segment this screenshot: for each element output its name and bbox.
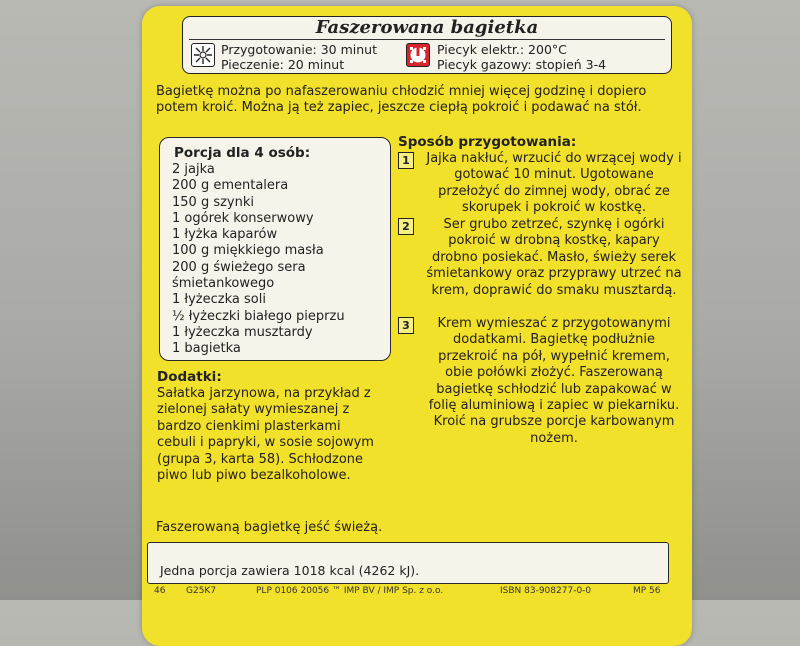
ingredient-item: 2 jajka: [172, 162, 215, 177]
step-text: Jajka nakłuć, wrzucić do wrzącej wody i gotować 10 minut. Ugotowane przełożyć do zimnej wody, obrać ze skorupek i pokroić w kostkę.: [426, 151, 682, 216]
step-number: 3: [398, 317, 414, 334]
step-number: 1: [398, 152, 414, 169]
ingredient-item: 1 łyżka kaparów: [172, 227, 278, 243]
header-divider: [189, 39, 665, 40]
ingredient-item: 1 łyżeczka musztardy: [172, 324, 313, 340]
serving-note: Faszerowaną bagietkę jeść świeżą.: [156, 520, 383, 535]
page-number: 46: [154, 586, 166, 596]
ingredient-item: 200 g ementalera: [172, 178, 289, 194]
step-number: 2: [398, 218, 414, 235]
oven-electric: Piecyk elektr.: 200°C: [437, 42, 567, 57]
extras-text: Sałatka jarzynowa, na przykład z zielonej sałaty wymieszanej z bardzo cienkimi plasterkami cebuli i papryki, w sosie sojowym (grupa 3, karta 58). Schłodzone piwo lub piwo bezalkoholowe.: [157, 386, 374, 484]
mp-code: MP 56: [633, 586, 661, 596]
ingredient-item: 150 g szynki: [172, 194, 254, 210]
ingredient-item: 200 g świeżego sera: [172, 259, 306, 275]
recipe-title: Faszerowana bagietka: [315, 17, 539, 38]
card-code: G25K7: [186, 586, 217, 596]
publisher-info: PLP 0106 20056 ™ IMP BV / IMP Sp. z o.o.: [256, 586, 444, 596]
oven-icon: [406, 43, 430, 67]
extras-title: Dodatki:: [157, 369, 222, 385]
clock-icon: [191, 43, 215, 67]
oven-gas: Piecyk gazowy: stopień 3-4: [437, 57, 607, 72]
step-text: Ser grubo zetrzeć, szynkę i ogórki pokroić w drobną kostkę, kapary drobno posiekać. Masło, świeży serek śmietankowy oraz przyprawy utrzeć na krem, doprawić do smaku musztardą.: [426, 217, 682, 298]
bake-time: Pieczenie: 20 minut: [221, 57, 345, 72]
isbn: ISBN 83-908277-0-0: [500, 586, 592, 596]
method-title: Sposób przygotowania:: [398, 134, 577, 150]
energy-box: [147, 542, 669, 584]
ingredient-item: 1 bagietka: [172, 341, 241, 357]
recipe-header: [182, 16, 672, 74]
step-text: Krem wymieszać z przygotowanymi dodatkami. Bagietkę podłużnie przekroić na pół, wypełnić kremem, obie połówki złożyć. Faszerowaną bagietkę schłodzić lub zapakować w folię aluminiową i zapiec w piekarniku. Kroić na grubsze porcje karbowanym nożem.: [428, 316, 680, 446]
energy-text: Jedna porcja zawiera 1018 kcal (4262 kJ).: [160, 563, 420, 578]
intro-paragraph: Bagietkę można po nafaszerowaniu chłodzić mniej więcej godzinę i dopiero potem kroić. Można ją też zapiec, jeszcze ciepłą pokroić i podawać na stół.: [156, 84, 647, 115]
ingredients-box: [159, 137, 391, 361]
ingredient-item: 1 łyżeczka soli: [172, 292, 266, 308]
ingredients-list: [172, 162, 345, 358]
ingredient-item: ½ łyżeczki białego pieprzu: [172, 308, 345, 324]
ingredient-item: 100 g miękkiego masła: [172, 243, 324, 259]
ingredients-title: Porcja dla 4 osób:: [174, 145, 311, 161]
ingredient-item: 1 ogórek konserwowy: [172, 210, 314, 226]
prep-time: Przygotowanie: 30 minut: [221, 42, 377, 57]
ingredient-item: śmietankowego: [172, 276, 275, 292]
